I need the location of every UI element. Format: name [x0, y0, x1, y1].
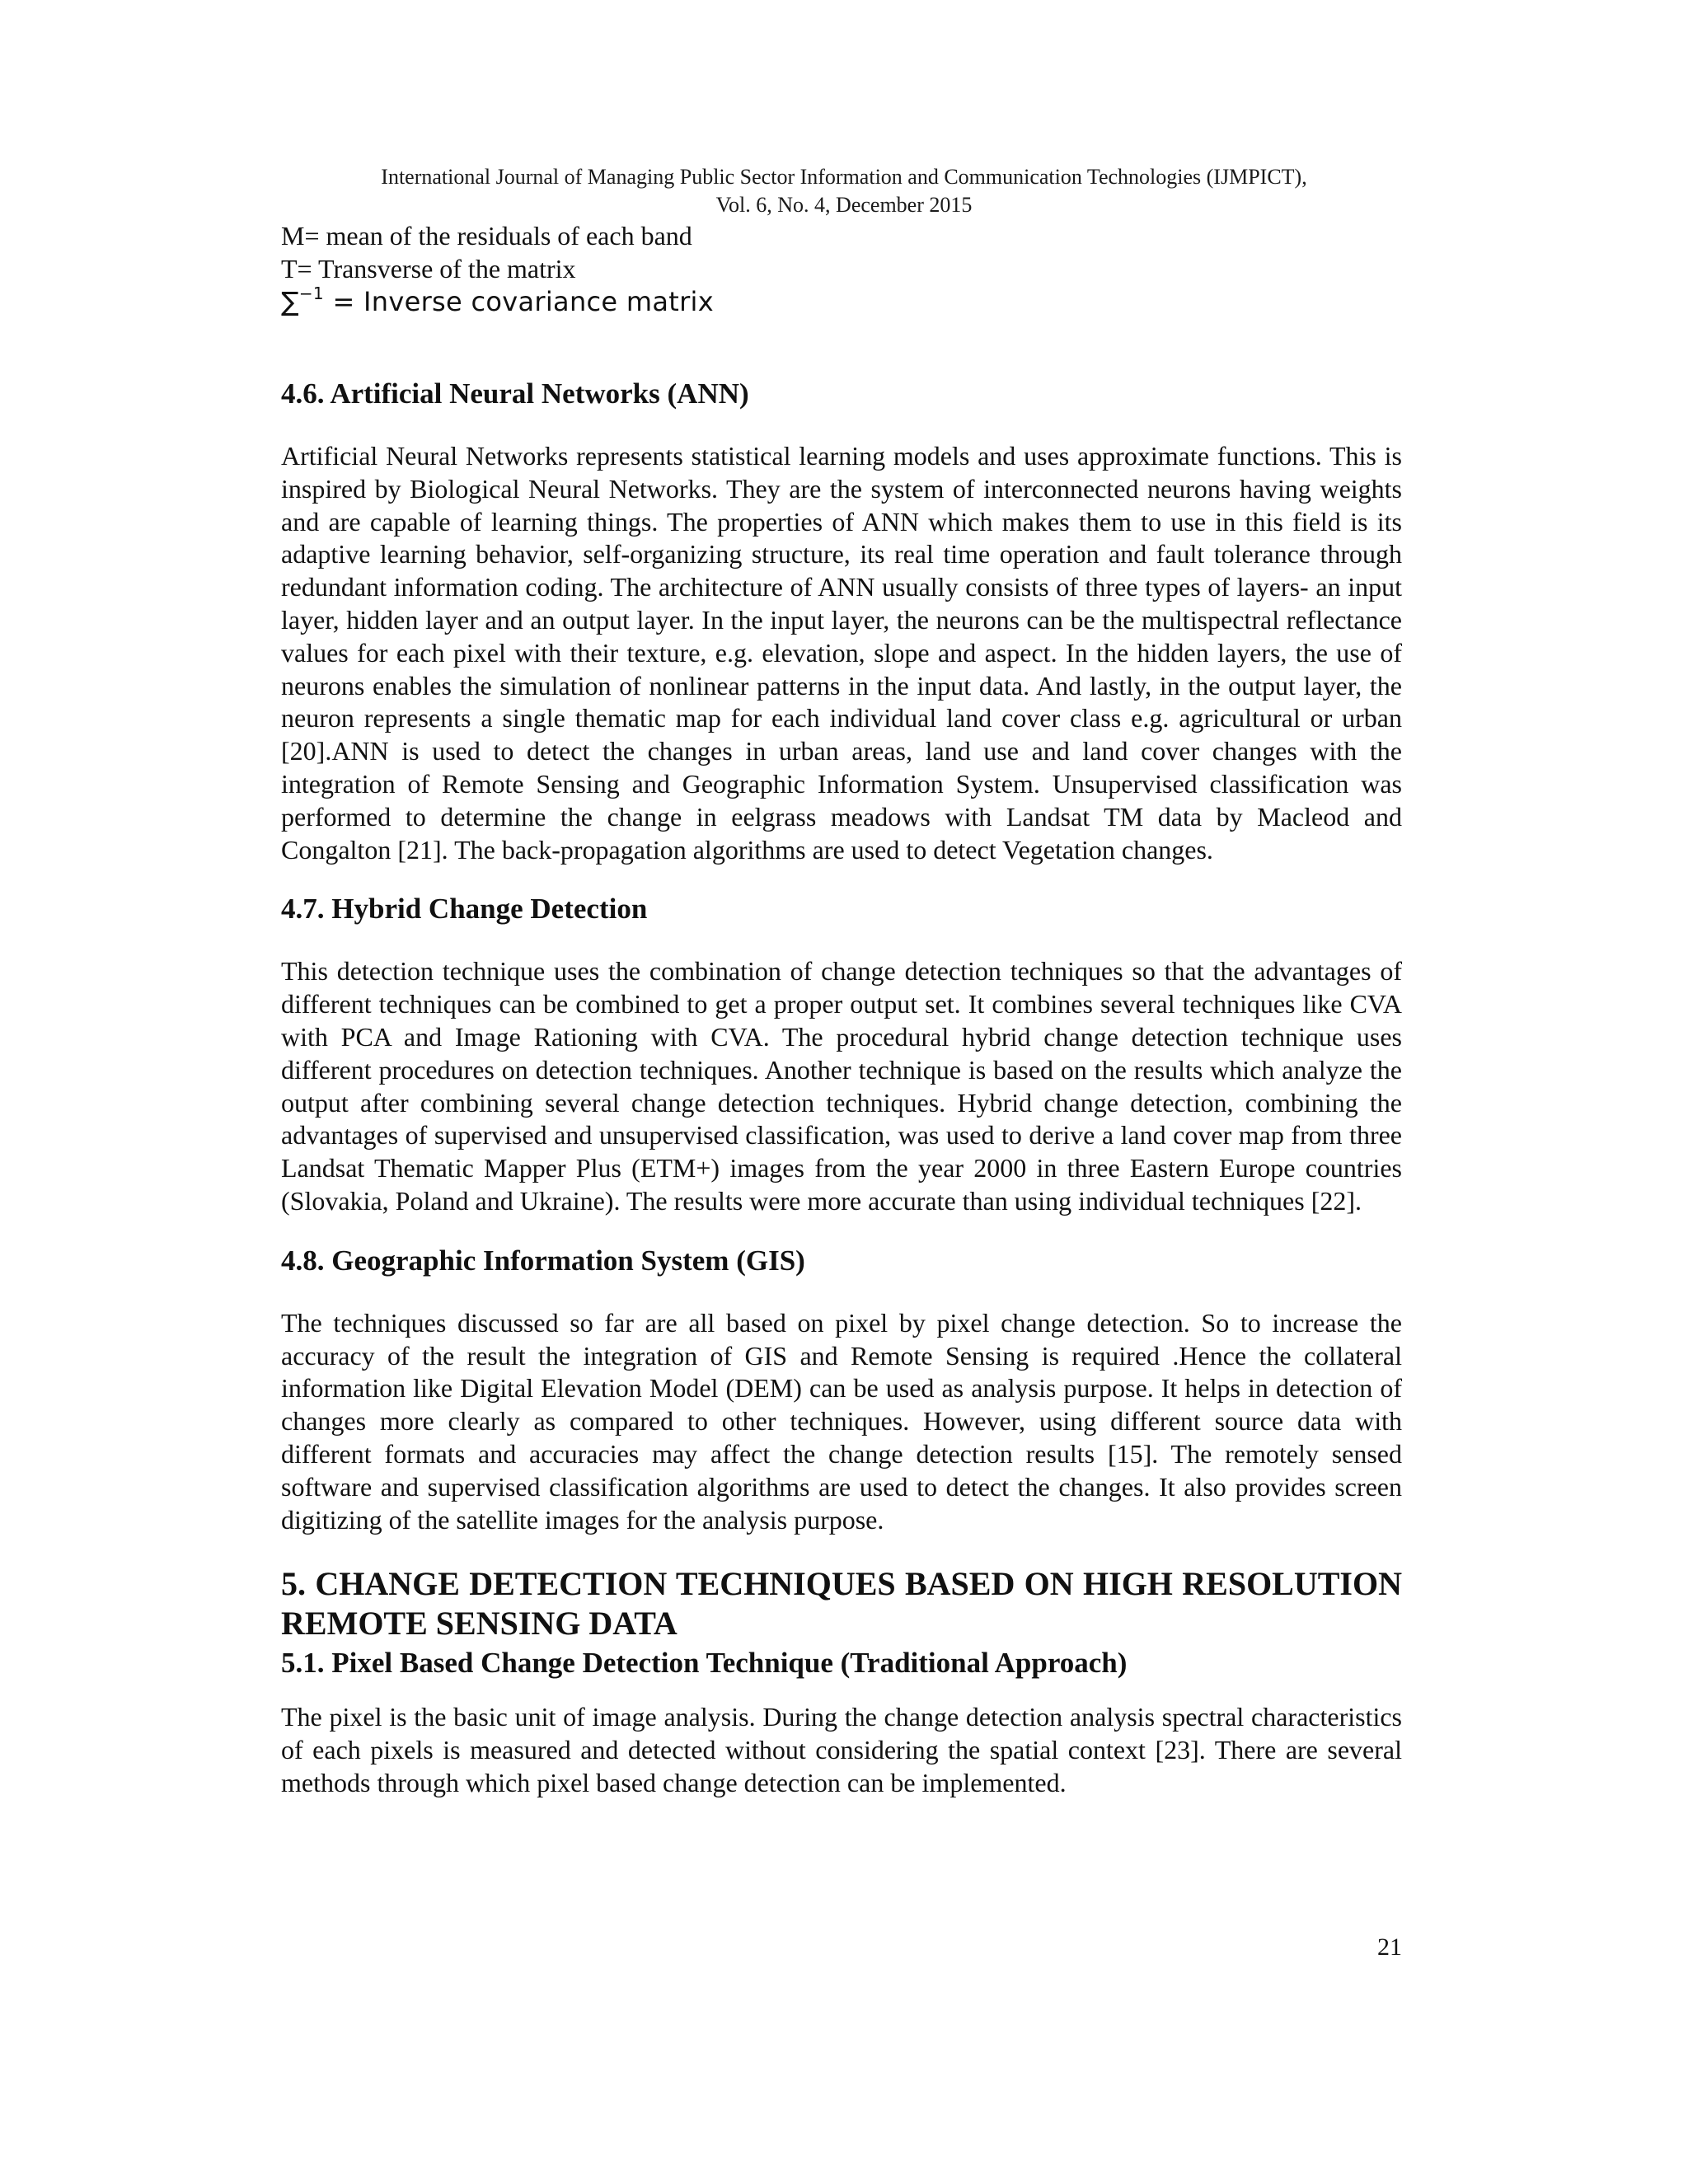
section-body-pixel: The pixel is the basic unit of image analysis. During the change detection analysis spectral characteristics of each pixels is measured and detected without considering the spatial context [23]. There are several methods through which pixel based change detection can be implemented. — [281, 1702, 1402, 1797]
section-heading-5-line2: REMOTE SENSING DATA — [281, 1605, 678, 1643]
section-heading-ann: 4.6. Artificial Neural Networks (ANN) — [281, 377, 749, 410]
sigma-text: = Inverse covariance matrix — [332, 286, 714, 317]
page-body — [281, 219, 1402, 1800]
section-body-hybrid: This detection technique uses the combination of change detection techniques so that the advantages of different techniques can be combined to get a proper output set. It combines several techniques like CVA with PCA and Image Rationing with CVA. The procedural hybrid change detection technique uses different procedures on detection techniques. Another technique is based on the results which analyze the output after combining several change detection techniques. Hybrid change detection, combining the advantages of supervised and unsupervised classification, was used to derive a land cover map from three Landsat Thematic Mapper Plus (ETM+) images from the year 2000 in three Eastern Europe countries (Slovakia, Poland and Ukraine). The results were more accurate than using individual techniques [22]. — [281, 956, 1402, 1216]
section-heading-5-line1: 5. CHANGE DETECTION TECHNIQUES BASED ON HIGH RESOLUTION — [281, 1565, 1402, 1603]
running-header — [0, 163, 1688, 219]
definition-t: T= Transverse of the matrix — [281, 254, 576, 284]
formula-definitions — [281, 219, 1402, 318]
section-body-ann: Artificial Neural Networks represents statistical learning models and uses approximate functions. This is inspired by Biological Neural Networks. They are the system of interconnected neurons having weights and are capable of learning things. The properties of ANN which makes them to use in this field is its adaptive learning behavior, self-organizing structure, its real time operation and fault tolerance through redundant information coding. The architecture of ANN usually consists of three types of layers- an input layer, hidden layer and an output layer. In the input layer, the neurons can be the multispectral reflectance values for each pixel with their texture, e.g. elevation, slope and aspect. In the hidden layers, the use of neurons enables the simulation of nonlinear patterns in the input data. And lastly, in the output layer, the neuron represents a single thematic map for each individual land cover class e.g. agricultural or urban [20].ANN is used to detect the changes in urban areas, land use and land cover changes with the integration of Remote Sensing and Geographic Information System. Unsupervised classification was performed to determine the change in eelgrass meadows with Landsat TM data by Macleod and Congalton [21]. The back-propagation algorithms are used to detect Vegetation changes. — [281, 441, 1402, 865]
section-heading-gis: 4.8. Geographic Information System (GIS) — [281, 1244, 805, 1277]
sigma-exponent: −1 — [298, 284, 324, 303]
definition-sigma — [281, 285, 1402, 318]
sigma-symbol: ∑ — [281, 286, 299, 317]
journal-volume: Vol. 6, No. 4, December 2015 — [715, 193, 973, 217]
section-body-gis: The techniques discussed so far are all based on pixel by pixel change detection. So to increase the accuracy of the result the integration of GIS and Remote Sensing is required .Hence the collateral information like Digital Elevation Model (DEM) can be used as analysis purpose. It helps in detection of changes more clearly as compared to other techniques. However, using different source data with different formats and accuracies may affect the change detection results [15]. The remotely sensed software and supervised classification algorithms are used to detect the changes. It also provides screen digitizing of the satellite images for the analysis purpose. — [281, 1307, 1402, 1535]
journal-title: International Journal of Managing Public Sector Information and Communication Technologies (IJMPICT), — [381, 165, 1307, 189]
page-number: 21 — [1377, 1933, 1402, 1961]
section-heading-hybrid: 4.7. Hybrid Change Detection — [281, 893, 648, 926]
definition-m: M= mean of the residuals of each band — [281, 221, 692, 251]
section-heading-pixel: 5.1. Pixel Based Change Detection Technique (Traditional Approach) — [281, 1647, 1128, 1680]
